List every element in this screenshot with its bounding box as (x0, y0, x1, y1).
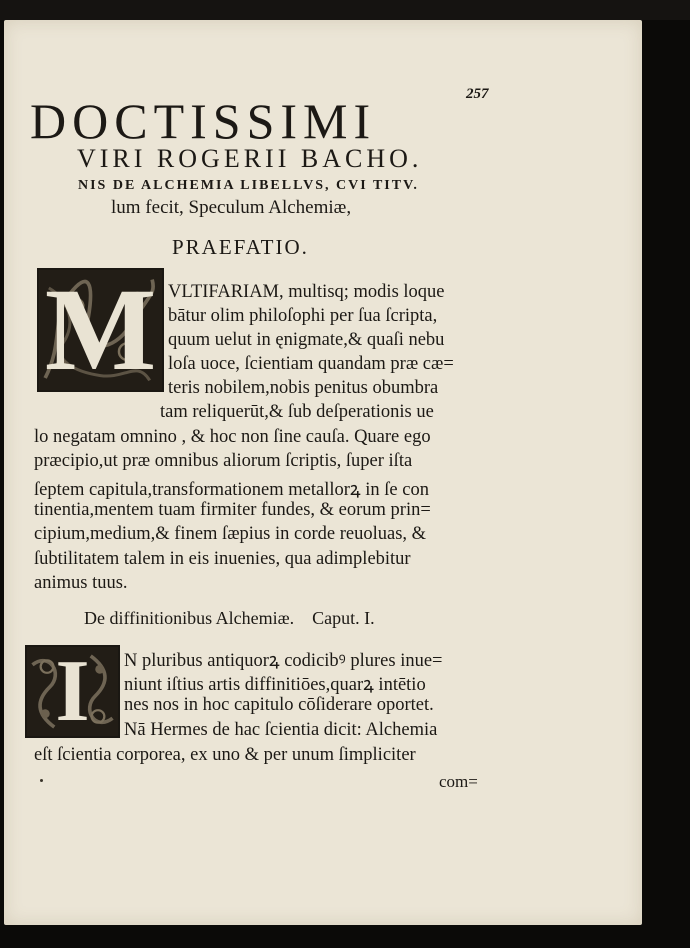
title-line-1: DOCTISSIMI (30, 93, 377, 149)
page-number: 257 (466, 86, 489, 102)
preface-line-11: cipium,medium,& finem ſæpius in corde reuoluas, & (34, 524, 427, 544)
decorated-initial-m (37, 268, 164, 392)
title-line-4: lum fecit, Speculum Alchemiæ, (111, 197, 352, 218)
preface-line-8: præcipio,ut præ omnibus aliorum ſcriptis, ſuper iſta (34, 451, 413, 471)
chapter-line-5: eſt ſcientia corporea, ex uno & per unum ſimpliciter (34, 745, 416, 765)
preface-line-1: VLTIFARIAM, multisq; modis loque (168, 282, 445, 302)
preface-line-2: bātur olim philoſophi per ſua ſcripta, (168, 306, 438, 326)
preface-line-10: tinentia,mentem tuam firmiter fundes, & eorum prin= (34, 500, 431, 520)
initial-letter-m: M (44, 268, 157, 392)
chapter-line-1: N pluribus antiquorꝝ codicibꝰ plures inue= (124, 651, 443, 671)
preface-line-4: loſa uoce, ſcientiam quandam præ cæ= (168, 354, 454, 374)
preface-heading: PRAEFATIO. (172, 235, 309, 259)
ink-speck (40, 779, 43, 782)
title-line-2: VIRI ROGERII BACHO. (77, 144, 423, 173)
preface-line-13: animus tuus. (34, 573, 128, 593)
title-line-3: NIS DE ALCHEMIA LIBELLVS, CVI TITV. (78, 178, 419, 193)
scan-top-edge (0, 0, 690, 20)
preface-line-9: ſeptem capitula,transformationem metallorꝝ in ſe con (34, 480, 429, 500)
preface-line-6: tam reliquerūt,& ſub deſperationis ue (160, 402, 434, 422)
chapter-line-3: nes nos in hoc capitulo cōſiderare oportet. (124, 695, 434, 715)
catchword: com= (439, 772, 478, 791)
initial-letter-i: I (55, 645, 90, 738)
preface-line-5: teris nobilem,nobis penitus obumbra (168, 378, 439, 398)
preface-line-12: ſubtilitatem talem in eis inuenies, qua adimplebitur (34, 549, 411, 569)
preface-line-7: lo negatam omnino , & hoc non ſine cauſa. Quare ego (34, 427, 431, 447)
preface-line-3: quum uelut in ęnigmate,& quaſi nebu (168, 330, 445, 350)
chapter-line-2: niunt iſtius artis diffinitiōes,quarꝝ intētio (124, 675, 426, 695)
chapter-heading: De diffinitionibus Alchemiæ. Caput. I. (84, 608, 375, 628)
decorated-initial-i (25, 645, 120, 738)
chapter-line-4: Nā Hermes de hac ſcientia dicit: Alchemia (124, 720, 438, 740)
